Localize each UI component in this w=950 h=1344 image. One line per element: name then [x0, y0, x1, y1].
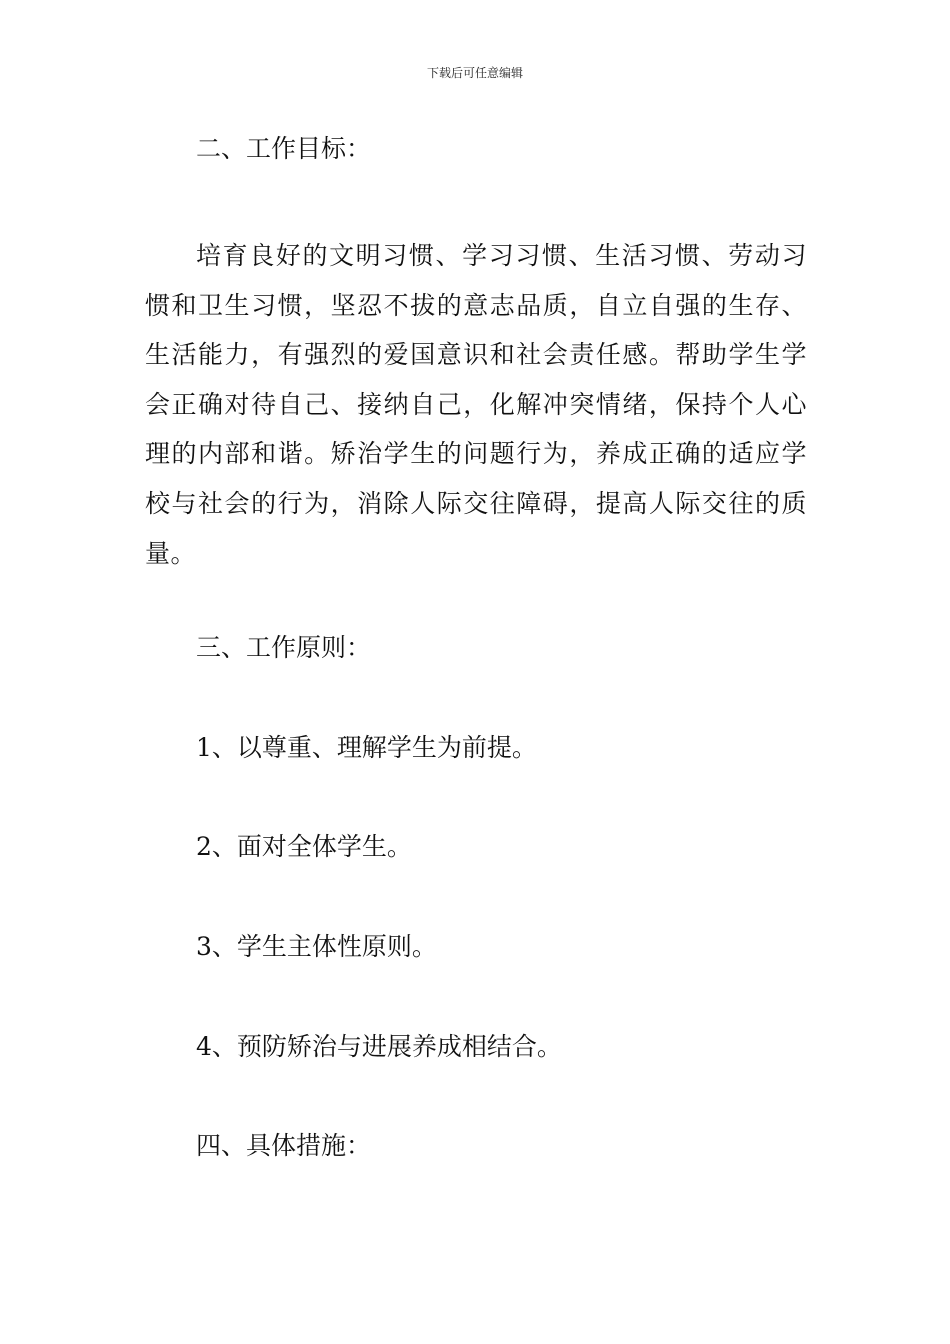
principle-item-2: 2、面对全体学生。 — [196, 832, 412, 861]
goals-paragraph: 培育良好的文明习惯、学习习惯、生活习惯、劳动习惯和卫生习惯，坚忍不拔的意志品质，自立自强的生存、生活能力，有强烈的爱国意识和社会责任感。帮助学生学会正确对待自己、接纳自己，化解冲突情绪，保持个人心理的内部和谐。矫治学生的问题行为，养成正确的适应学校与社会的行为，消除人际交往障碍，提高人际交往的质量。 — [145, 241, 807, 568]
principle-item-4: 4、预防矫治与进展养成相结合。 — [196, 1032, 562, 1061]
section-heading-principles: 三、工作原则： — [196, 633, 372, 662]
section-heading-measures: 四、具体措施： — [196, 1131, 372, 1160]
page-header-note: 下载后可任意编辑 — [426, 66, 523, 80]
section-heading-goals: 二、工作目标： — [196, 134, 372, 163]
principle-item-1: 1、以尊重、理解学生为前提。 — [196, 733, 537, 762]
principle-item-3: 3、学生主体性原则。 — [196, 932, 437, 961]
